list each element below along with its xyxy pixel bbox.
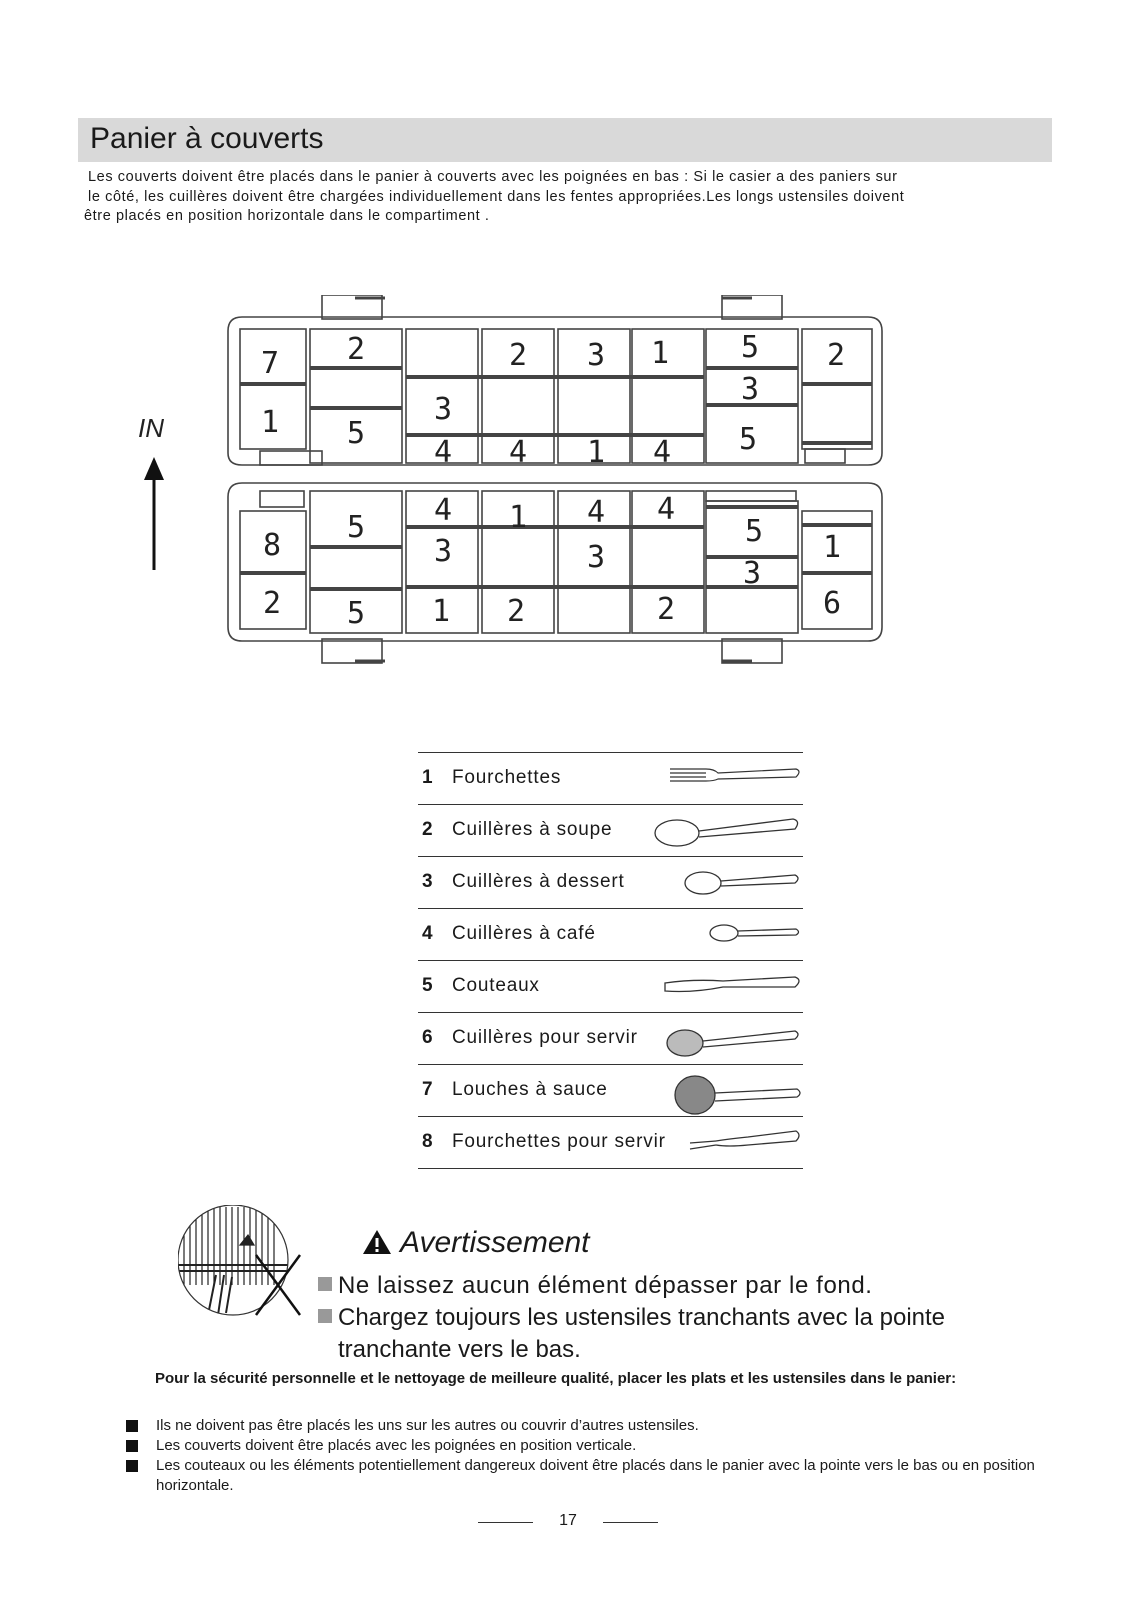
- slot-number: 5: [346, 596, 366, 631]
- slot-number: 1: [586, 435, 606, 470]
- knife-icon: [663, 967, 803, 999]
- legend-item: [418, 908, 803, 960]
- slot-number: 5: [346, 510, 366, 545]
- warning-line: [338, 1336, 581, 1364]
- intro-paragraph: [84, 168, 1044, 227]
- fork-icon: [668, 759, 803, 789]
- slot-number: 7: [260, 346, 280, 381]
- slot-number: 3: [586, 540, 606, 575]
- legend-number: 6: [422, 1027, 433, 1048]
- slot-number: 1: [650, 336, 670, 371]
- slot-number: 8: [262, 528, 282, 563]
- legend-number: 7: [422, 1079, 433, 1100]
- slot-number: 2: [508, 338, 528, 373]
- legend-label: Louches à sauce: [452, 1079, 608, 1100]
- slot-number: 2: [826, 338, 846, 373]
- serving-fork-icon: [688, 1123, 803, 1157]
- slot-number: 5: [744, 514, 764, 549]
- bullet-list: [126, 1416, 1086, 1496]
- warning-text: tranchante vers le bas.: [338, 1336, 581, 1363]
- slot-number: 3: [742, 556, 762, 591]
- warning-icon: [362, 1228, 392, 1256]
- bullet-square-icon: [318, 1277, 332, 1291]
- intro-line: être placés en position horizontale dans le compartiment .: [84, 208, 490, 224]
- teaspoon-icon: [708, 915, 803, 945]
- slot-number: 2: [506, 594, 526, 629]
- warning-line: [318, 1272, 873, 1300]
- list-item: Les couverts doivent être placés avec les poignées en position verticale.: [126, 1436, 1086, 1456]
- slot-number: 4: [652, 435, 672, 470]
- cutlery-legend: [418, 752, 803, 1169]
- legend-number: 5: [422, 975, 433, 996]
- up-arrow-icon: [144, 457, 164, 570]
- slot-number: 4: [656, 492, 676, 527]
- cutlery-basket-diagram: [130, 295, 920, 685]
- legend-item: [418, 752, 803, 804]
- legend-label: Fourchettes: [452, 767, 562, 788]
- slot-number: 3: [740, 372, 760, 407]
- legend-number: 4: [422, 923, 433, 944]
- legend-item: [418, 960, 803, 1012]
- legend-number: 8: [422, 1131, 433, 1152]
- warning-line: [318, 1304, 945, 1332]
- safety-note: Pour la sécurité personnelle et le nettoyage de meilleure qualité, placer les plats et les ustensiles dans le panier:: [155, 1370, 957, 1387]
- slot-number: 4: [433, 493, 453, 528]
- slot-number: 1: [431, 594, 451, 629]
- slot-number: 5: [738, 422, 758, 457]
- page-title: Panier à couverts: [90, 122, 324, 155]
- intro-line: Les couverts doivent être placés dans le panier à couverts avec les poignées en bas : Si le casier a des paniers sur: [88, 169, 898, 185]
- warning-title: [362, 1226, 590, 1260]
- slot-number: 6: [822, 586, 842, 621]
- warning-text: Ne laissez aucun élément dépasser par le fond.: [338, 1272, 873, 1299]
- intro-line: le côté, les cuillères doivent être chargées individuellement dans les fentes appropriées.Les longs ustensiles doivent: [88, 188, 905, 205]
- slot-number: 1: [822, 530, 842, 565]
- legend-label: Fourchettes pour servir: [452, 1131, 666, 1152]
- bullet-square-icon: [318, 1309, 332, 1323]
- legend-item: [418, 856, 803, 908]
- sauce-ladle-icon: [673, 1071, 803, 1115]
- serving-spoon-icon: [665, 1019, 803, 1059]
- slot-number: 2: [346, 332, 366, 367]
- title-bar: [78, 118, 1052, 162]
- legend-item: [418, 1012, 803, 1064]
- slot-number: 2: [656, 592, 676, 627]
- legend-label: Cuillères à café: [452, 923, 596, 944]
- legend-number: 2: [422, 819, 433, 840]
- direction-label: IN: [138, 413, 164, 443]
- slot-number: 2: [262, 586, 282, 621]
- slot-number: 4: [433, 435, 453, 470]
- legend-item: [418, 1116, 803, 1169]
- dessert-spoon-icon: [683, 863, 803, 897]
- page-number: 17: [478, 1512, 658, 1530]
- list-item: Ils ne doivent pas être placés les uns sur les autres ou couvrir d’autres ustensiles.: [126, 1416, 1086, 1436]
- legend-number: 3: [422, 871, 433, 892]
- legend-item: [418, 1064, 803, 1116]
- slot-number: 3: [433, 534, 453, 569]
- slot-number: 4: [508, 435, 528, 470]
- legend-item: [418, 804, 803, 856]
- slot-number: 4: [586, 495, 606, 530]
- soup-spoon-icon: [653, 811, 803, 849]
- slot-number: 3: [586, 338, 606, 373]
- legend-label: Cuillères pour servir: [452, 1027, 638, 1048]
- warning-text: Chargez toujours les ustensiles tranchants avec la pointe: [338, 1304, 946, 1331]
- slot-number: 5: [346, 416, 366, 451]
- legend-label: Cuillères à dessert: [452, 871, 625, 892]
- legend-label: Couteaux: [452, 975, 540, 996]
- slot-number: 1: [260, 405, 280, 440]
- legend-label: Cuillères à soupe: [452, 819, 613, 840]
- list-item: Les couteaux ou les éléments potentiellement dangereux doivent être placés dans le panier avec la pointe vers le bas ou en position horizontale.: [126, 1456, 1086, 1496]
- legend-number: 1: [422, 767, 433, 788]
- wrong-loading-illustration: [178, 1205, 308, 1335]
- slot-number: 3: [433, 392, 453, 427]
- warning-title-text: Avertissement: [400, 1226, 590, 1259]
- slot-number: 5: [740, 330, 760, 365]
- slot-number: 1: [508, 500, 528, 535]
